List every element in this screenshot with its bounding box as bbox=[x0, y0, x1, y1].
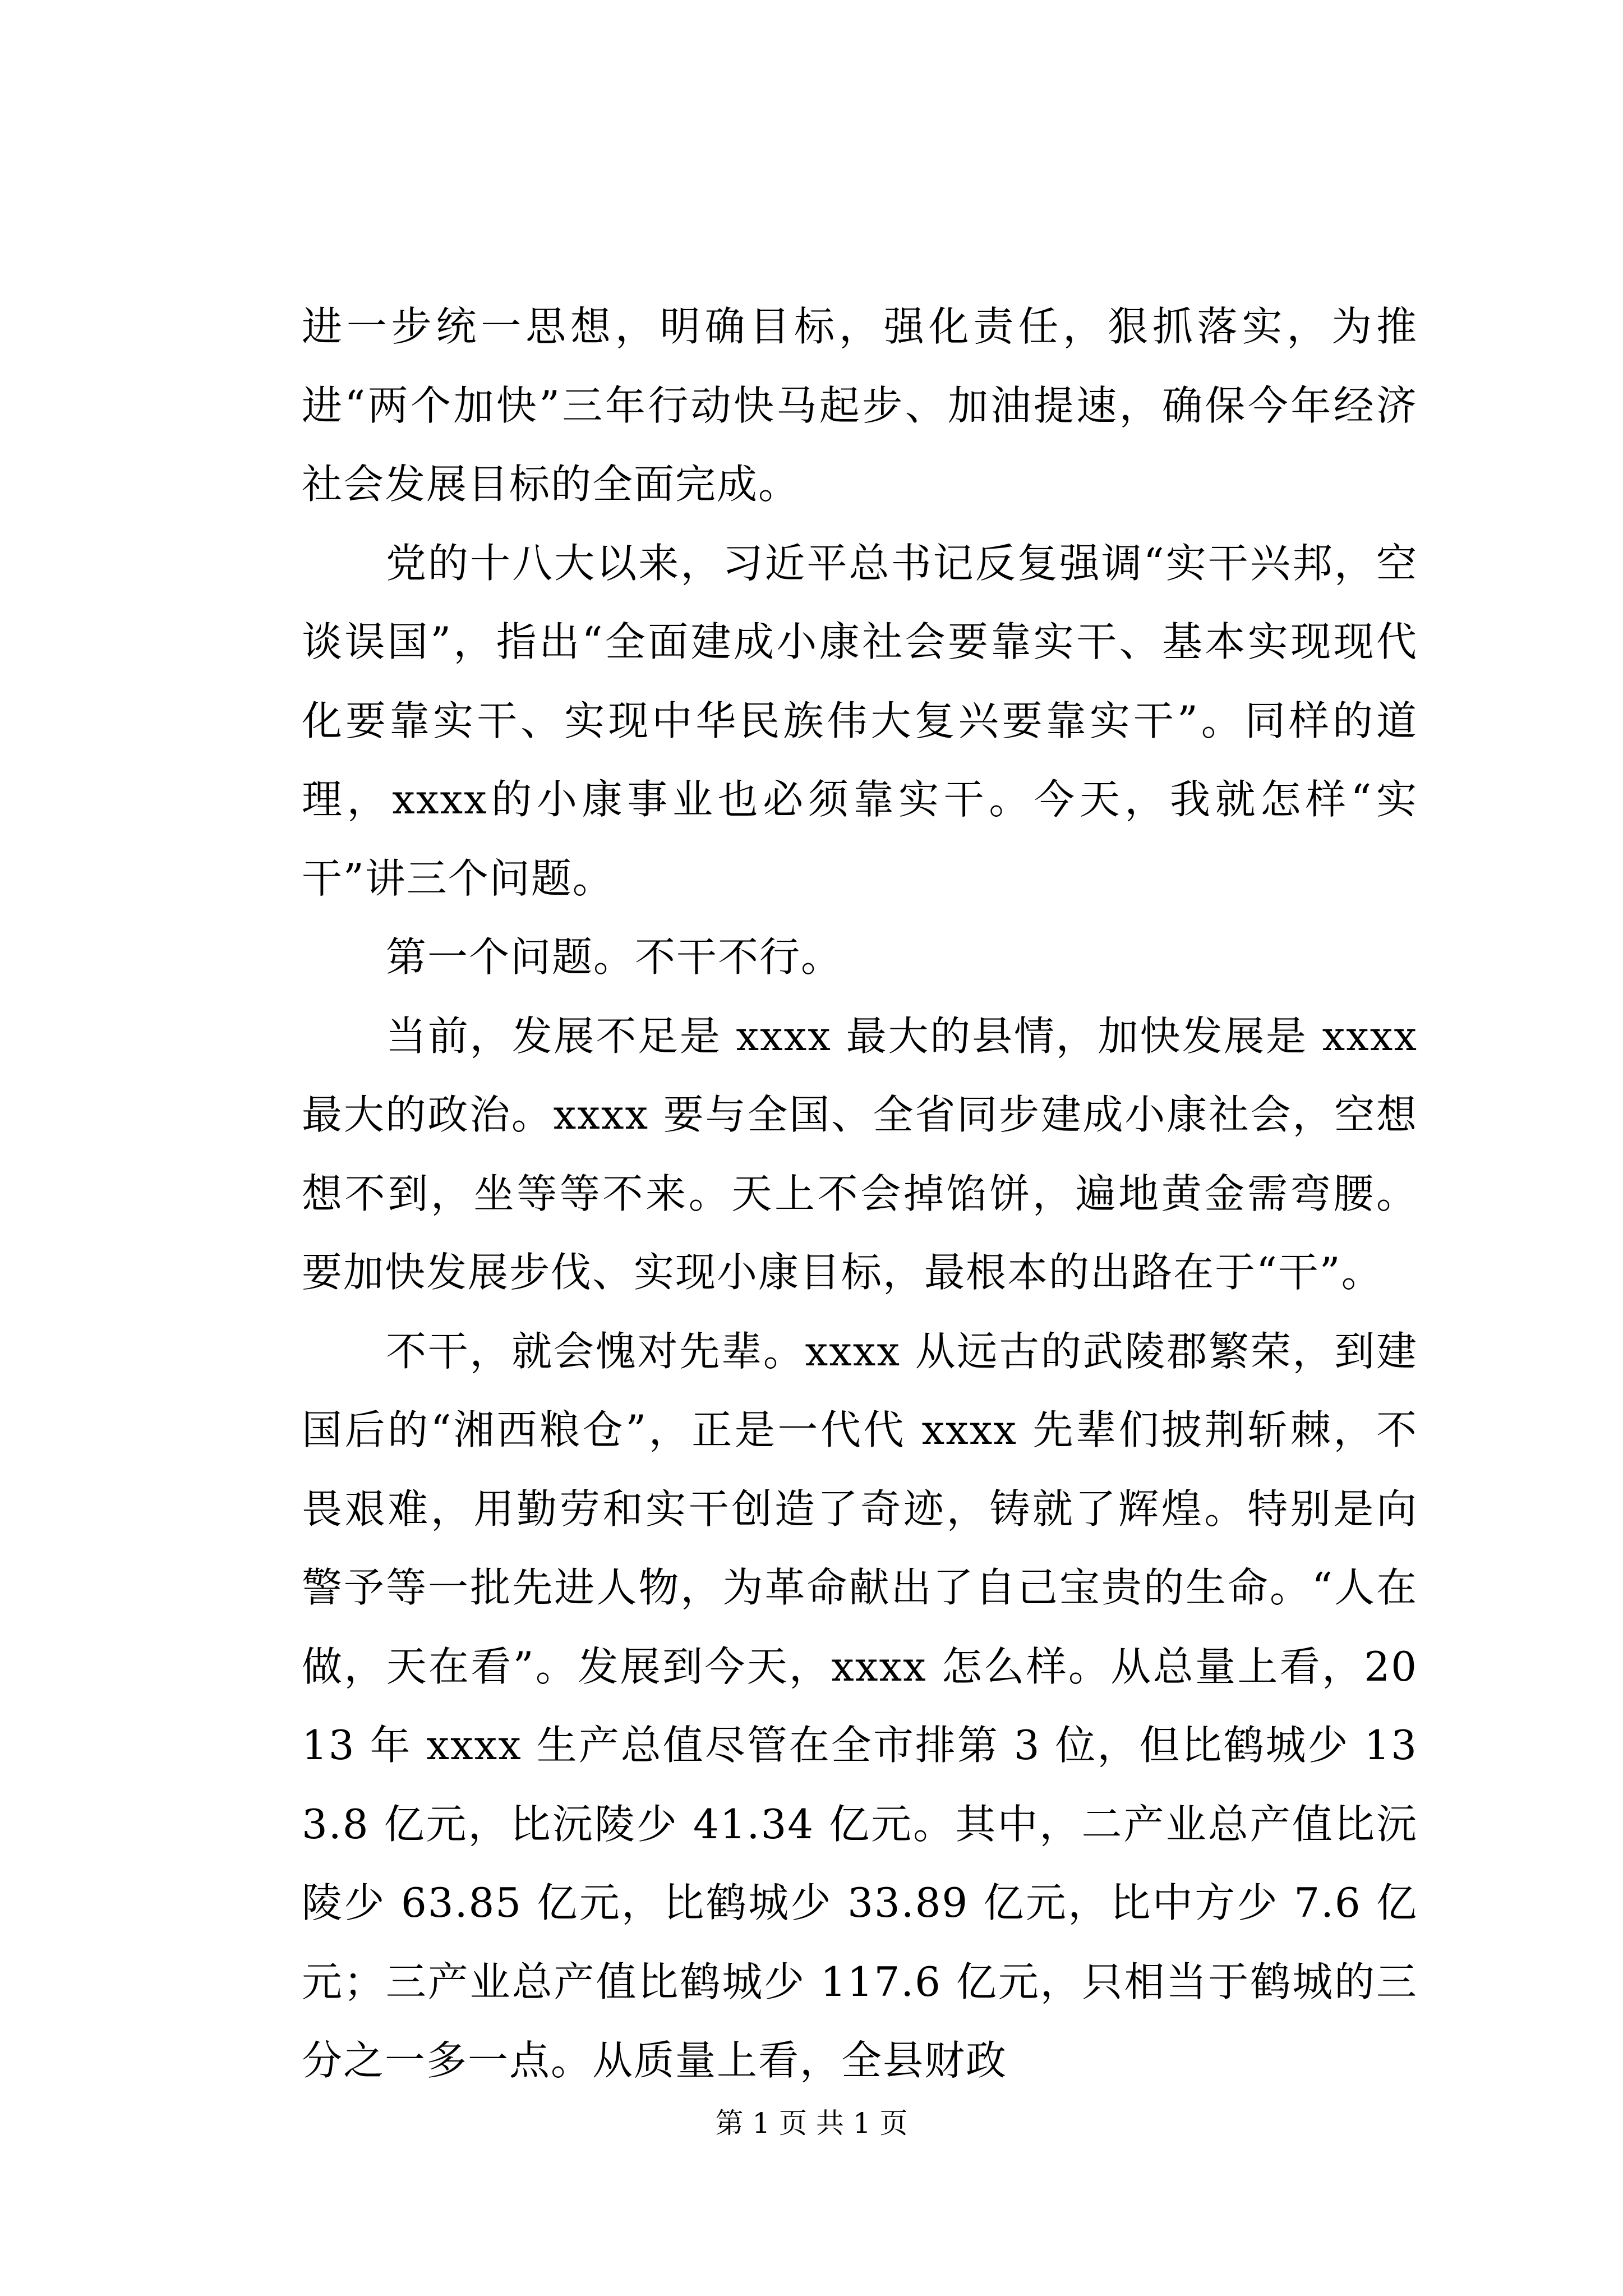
paragraph-2: 党的十八大以来，习近平总书记反复强调“实干兴邦，空谈误国”，指出“全面建成小康社会要靠实干、基本实现现代化要靠实干、实现中华民族伟大复兴要靠实干”。同样的道理，xxxx的小康事业也必须靠实干。今天，我就怎样“实干”讲三个问题。 bbox=[302, 539, 1418, 902]
document-body bbox=[302, 287, 1418, 2100]
paragraph-4: 当前，发展不足是 xxxx 最大的县情，加快发展是 xxxx 最大的政治。xxxx 要与全国、全省同步建成小康社会，空想想不到，坐等等不来。天上不会掉馅饼，遍地黄金需弯腰。要加快发展步伐、实现小康目标，最根本的出路在于“干”。 bbox=[302, 1012, 1418, 1296]
paragraph-5: 不干，就会愧对先辈。xxxx 从远古的武陵郡繁荣，到建国后的“湘西粮仓”，正是一代代 xxxx 先辈们披荆斩棘，不畏艰难，用勤劳和实干创造了奇迹，铸就了辉煌。特别是向警予等一批先进人物，为革命献出了自己宝贵的生命。“人在做，天在看”。发展到今天，xxxx 怎么样。从总量上看，2013 年 xxxx 生产总值尽管在全市排第 3 位，但比鹤城少 133.8 亿元，比沅陵少 41.34 亿元。其中，二产业总产值比沅陵少 63.85 亿元，比鹤城少 33.89 亿元，比中方少 7.6 亿元；三产业总产值比鹤城少 117.6 亿元，只相当于鹤城的三分之一多一点。从质量上看，全县财政 bbox=[302, 1327, 1418, 2084]
page-footer: 第 1 页 共 1 页 bbox=[715, 2107, 908, 2139]
paragraph-1: 进一步统一思想，明确目标，强化责任，狠抓落实，为推进“两个加快”三年行动快马起步、加油提速，确保今年经济社会发展目标的全面完成。 bbox=[302, 303, 1418, 508]
paragraph-3: 第一个问题。不干不行。 bbox=[386, 933, 843, 981]
